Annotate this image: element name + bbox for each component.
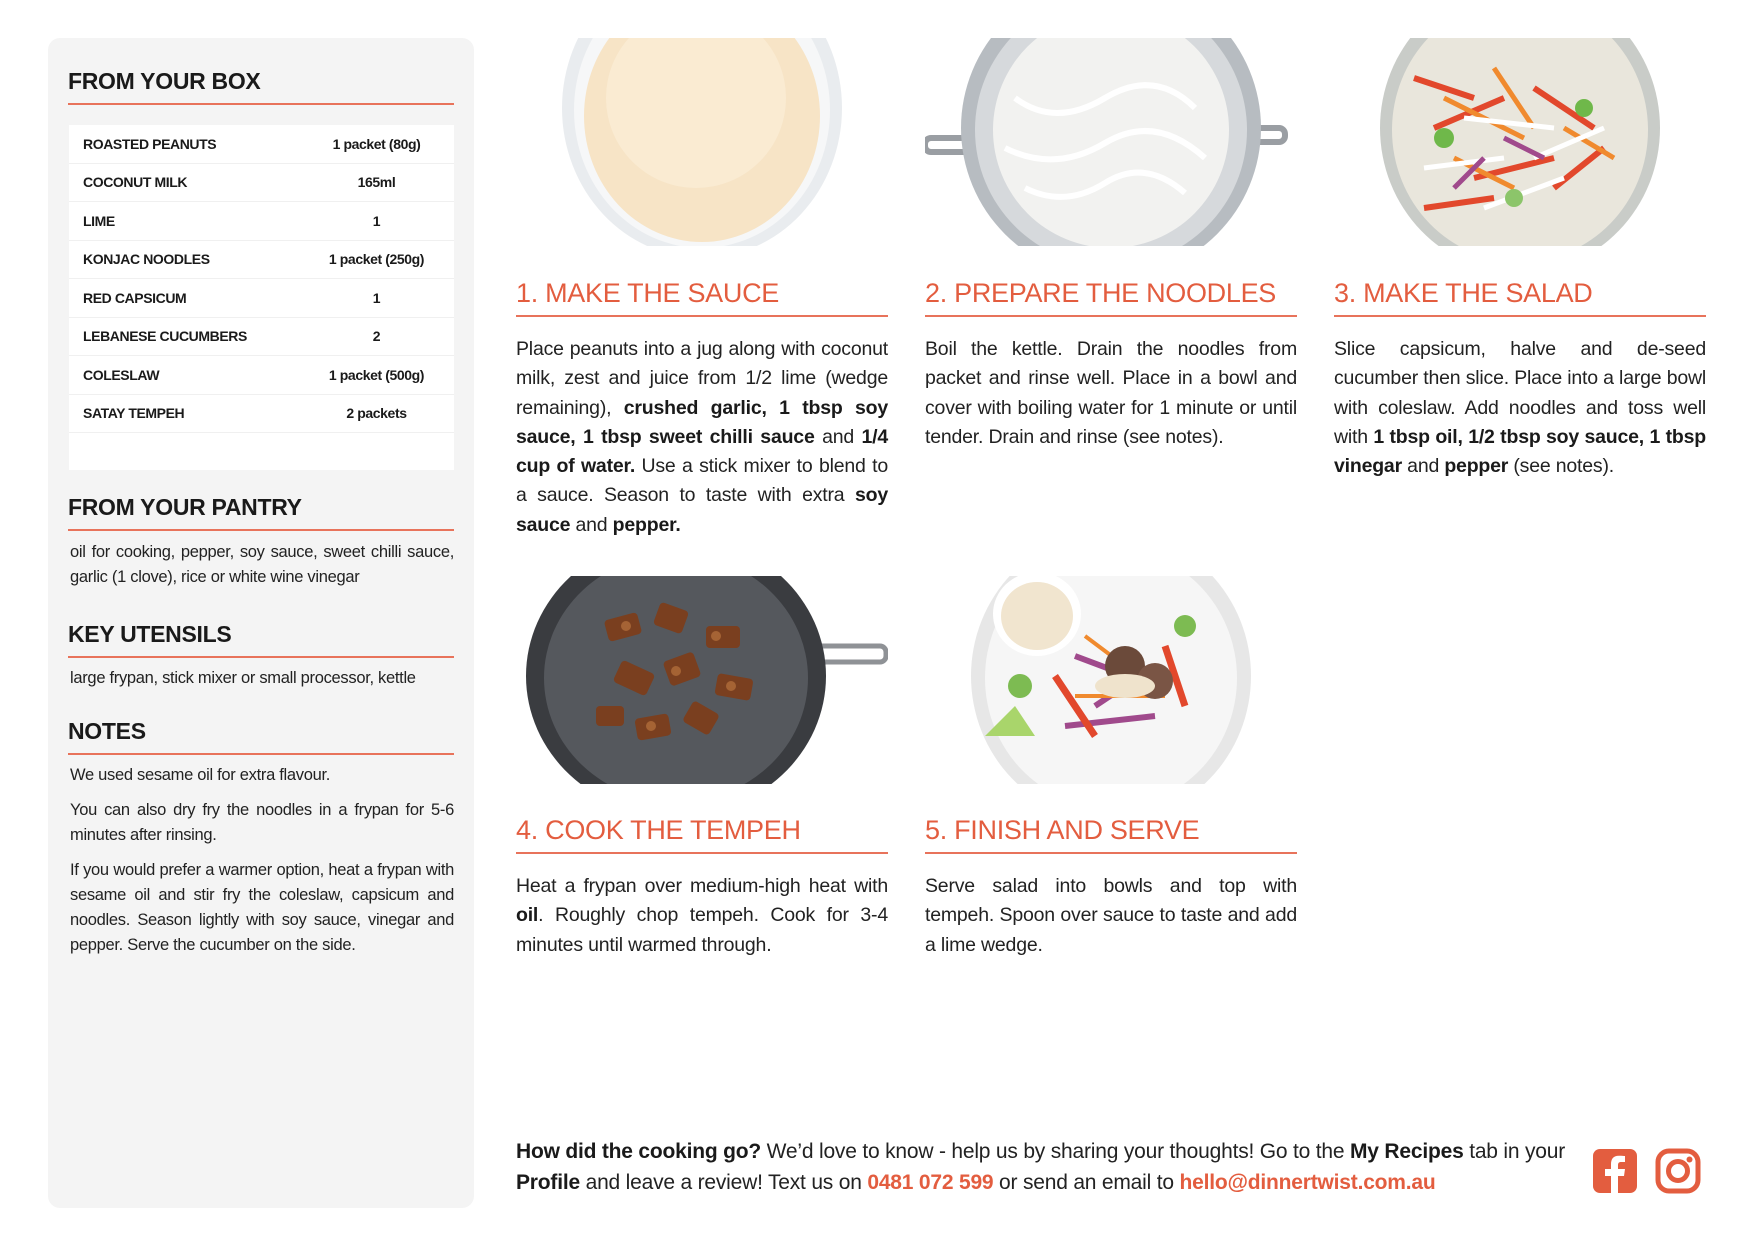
step-text-run: oil <box>516 904 539 927</box>
facebook-icon[interactable] <box>1592 1148 1638 1194</box>
step-text-run: Use a stick mixer to blend to a sauce. Season to taste with extra <box>516 455 888 507</box>
sidebar-panel <box>48 38 474 1208</box>
ingredient-quantity: 1 <box>372 289 381 306</box>
ingredient-name: LIME <box>83 212 115 229</box>
step-3-title: 3. MAKE THE SALAD <box>1334 278 1706 317</box>
ingredient-name: ROASTED PEANUTS <box>83 135 217 152</box>
step-text-run: Heat a frypan over medium-high heat with <box>516 875 888 897</box>
noodles-photo <box>925 38 1297 246</box>
tempeh-photo <box>516 576 888 784</box>
box-ingredient-row <box>69 202 454 241</box>
notes-heading: NOTES <box>68 718 454 755</box>
box-ingredient-row <box>69 125 454 164</box>
step-1-title: 1. MAKE THE SAUCE <box>516 278 888 317</box>
step-5-text <box>925 872 1297 960</box>
step-2-text <box>925 335 1297 452</box>
box-ingredient-row <box>69 241 454 280</box>
step-text-run: and <box>814 425 862 448</box>
ingredient-name: LEBANESE CUCUMBERS <box>83 328 247 345</box>
pantry-text: oil for cooking, pepper, soy sauce, sweet chilli sauce, garlic (1 clove), rice or white wine vinegar <box>70 543 454 586</box>
note-item: If you would prefer a warmer option, heat a frypan with sesame oil and stir fry the coleslaw, capsicum and noodles. Season lightly with soy sauce, vinegar and pepper. Serve the cucumber on the side. <box>70 861 454 954</box>
utensils-heading: KEY UTENSILS <box>68 621 454 658</box>
step-text-run: and <box>1401 455 1445 478</box>
sauce-photo <box>516 38 888 246</box>
ingredient-quantity: 2 packets <box>346 405 407 422</box>
footer-text-run: We’d love to know - help us by sharing your thoughts! Go to the <box>761 1140 1350 1163</box>
ingredient-quantity: 2 <box>372 328 381 345</box>
step-text-run: 1 tbsp oil, 1/2 tbsp soy sauce, 1 tbsp vinegar <box>1334 425 1706 478</box>
step-4-title: 4. COOK THE TEMPEH <box>516 815 888 854</box>
instagram-icon[interactable] <box>1655 1148 1701 1194</box>
ingredient-name: RED CAPSICUM <box>83 289 187 306</box>
contact-link[interactable]: hello@dinnertwist.com.au <box>1179 1171 1436 1194</box>
footer-text-run: and leave a review! Text us on <box>579 1171 868 1194</box>
box-ingredient-row <box>69 279 454 318</box>
footer-text-run: My Recipes <box>1350 1140 1464 1163</box>
ingredient-name: KONJAC NOODLES <box>83 251 210 268</box>
footer-text-run: or send an email to <box>993 1171 1180 1194</box>
step-text-run: 1/4 cup of water. <box>516 425 888 478</box>
step-text-run: (see notes). <box>1508 455 1614 478</box>
step-5-title: 5. FINISH AND SERVE <box>925 815 1297 854</box>
box-ingredient-row <box>69 318 454 357</box>
ingredient-name: COLESLAW <box>83 366 160 383</box>
ingredient-name: SATAY TEMPEH <box>83 405 185 422</box>
footer-text-run: How did the cooking go? <box>516 1140 762 1163</box>
box-ingredient-row <box>69 395 454 434</box>
note-item: You can also dry fry the noodles in a frypan for 5-6 minutes after rinsing. <box>70 801 454 844</box>
step-3-text <box>1334 335 1706 481</box>
box-ingredient-row <box>69 164 454 203</box>
step-text-run: . Roughly chop tempeh. Cook for 3-4 minutes until warmed through. <box>516 904 888 956</box>
step-text-run: Boil the kettle. Drain the noodles from packet and rinse well. Place in a bowl and cover with boiling water for 1 minute or until tender. Drain and rinse (see notes). <box>925 338 1297 448</box>
ingredient-quantity: 165ml <box>357 174 396 191</box>
note-item: We used sesame oil for extra flavour. <box>70 766 331 784</box>
step-text-run: Serve salad into bowls and top with tempeh. Spoon over sauce to taste and add a lime wedge. <box>925 875 1297 956</box>
step-4-text <box>516 872 888 960</box>
box-ingredient-row <box>69 356 454 395</box>
footer-text-run: tab in your <box>1463 1140 1566 1163</box>
box-heading: FROM YOUR BOX <box>68 68 454 105</box>
serve-photo <box>925 576 1297 784</box>
ingredient-quantity: 1 packet (80g) <box>332 135 421 152</box>
ingredient-quantity: 1 packet (250g) <box>328 251 425 268</box>
ingredient-quantity: 1 <box>372 212 381 229</box>
feedback-footer <box>516 1136 1566 1198</box>
utensils-text: large frypan, stick mixer or small processor, kettle <box>70 669 416 687</box>
step-text-run: Slice capsicum, halve and de-seed cucumber then slice. Place into a large bowl with coleslaw. Add noodles and toss well with <box>1334 338 1706 448</box>
footer-text-run: Profile <box>516 1171 580 1194</box>
step-text-run: Place peanuts into a jug along with coconut milk, zest and juice from 1/2 lime (wedge remaining), <box>516 338 888 419</box>
notes-list <box>70 763 454 968</box>
step-text-run: crushed garlic, 1 tbsp soy sauce, 1 tbsp sweet chilli sauce <box>516 396 888 448</box>
step-2-title: 2. PREPARE THE NOODLES <box>925 278 1297 317</box>
salad-photo <box>1334 38 1706 246</box>
step-text-run: pepper <box>1444 455 1509 478</box>
step-1-text <box>516 335 888 540</box>
pantry-heading: FROM YOUR PANTRY <box>68 494 454 531</box>
ingredient-quantity: 1 packet (500g) <box>328 366 425 383</box>
contact-link[interactable]: 0481 072 599 <box>867 1171 994 1194</box>
step-text-run: soy sauce <box>516 484 888 536</box>
step-text-run: and <box>570 513 613 536</box>
step-text-run: pepper. <box>612 513 681 536</box>
box-ingredients-table <box>69 125 454 470</box>
ingredient-name: COCONUT MILK <box>83 174 188 191</box>
